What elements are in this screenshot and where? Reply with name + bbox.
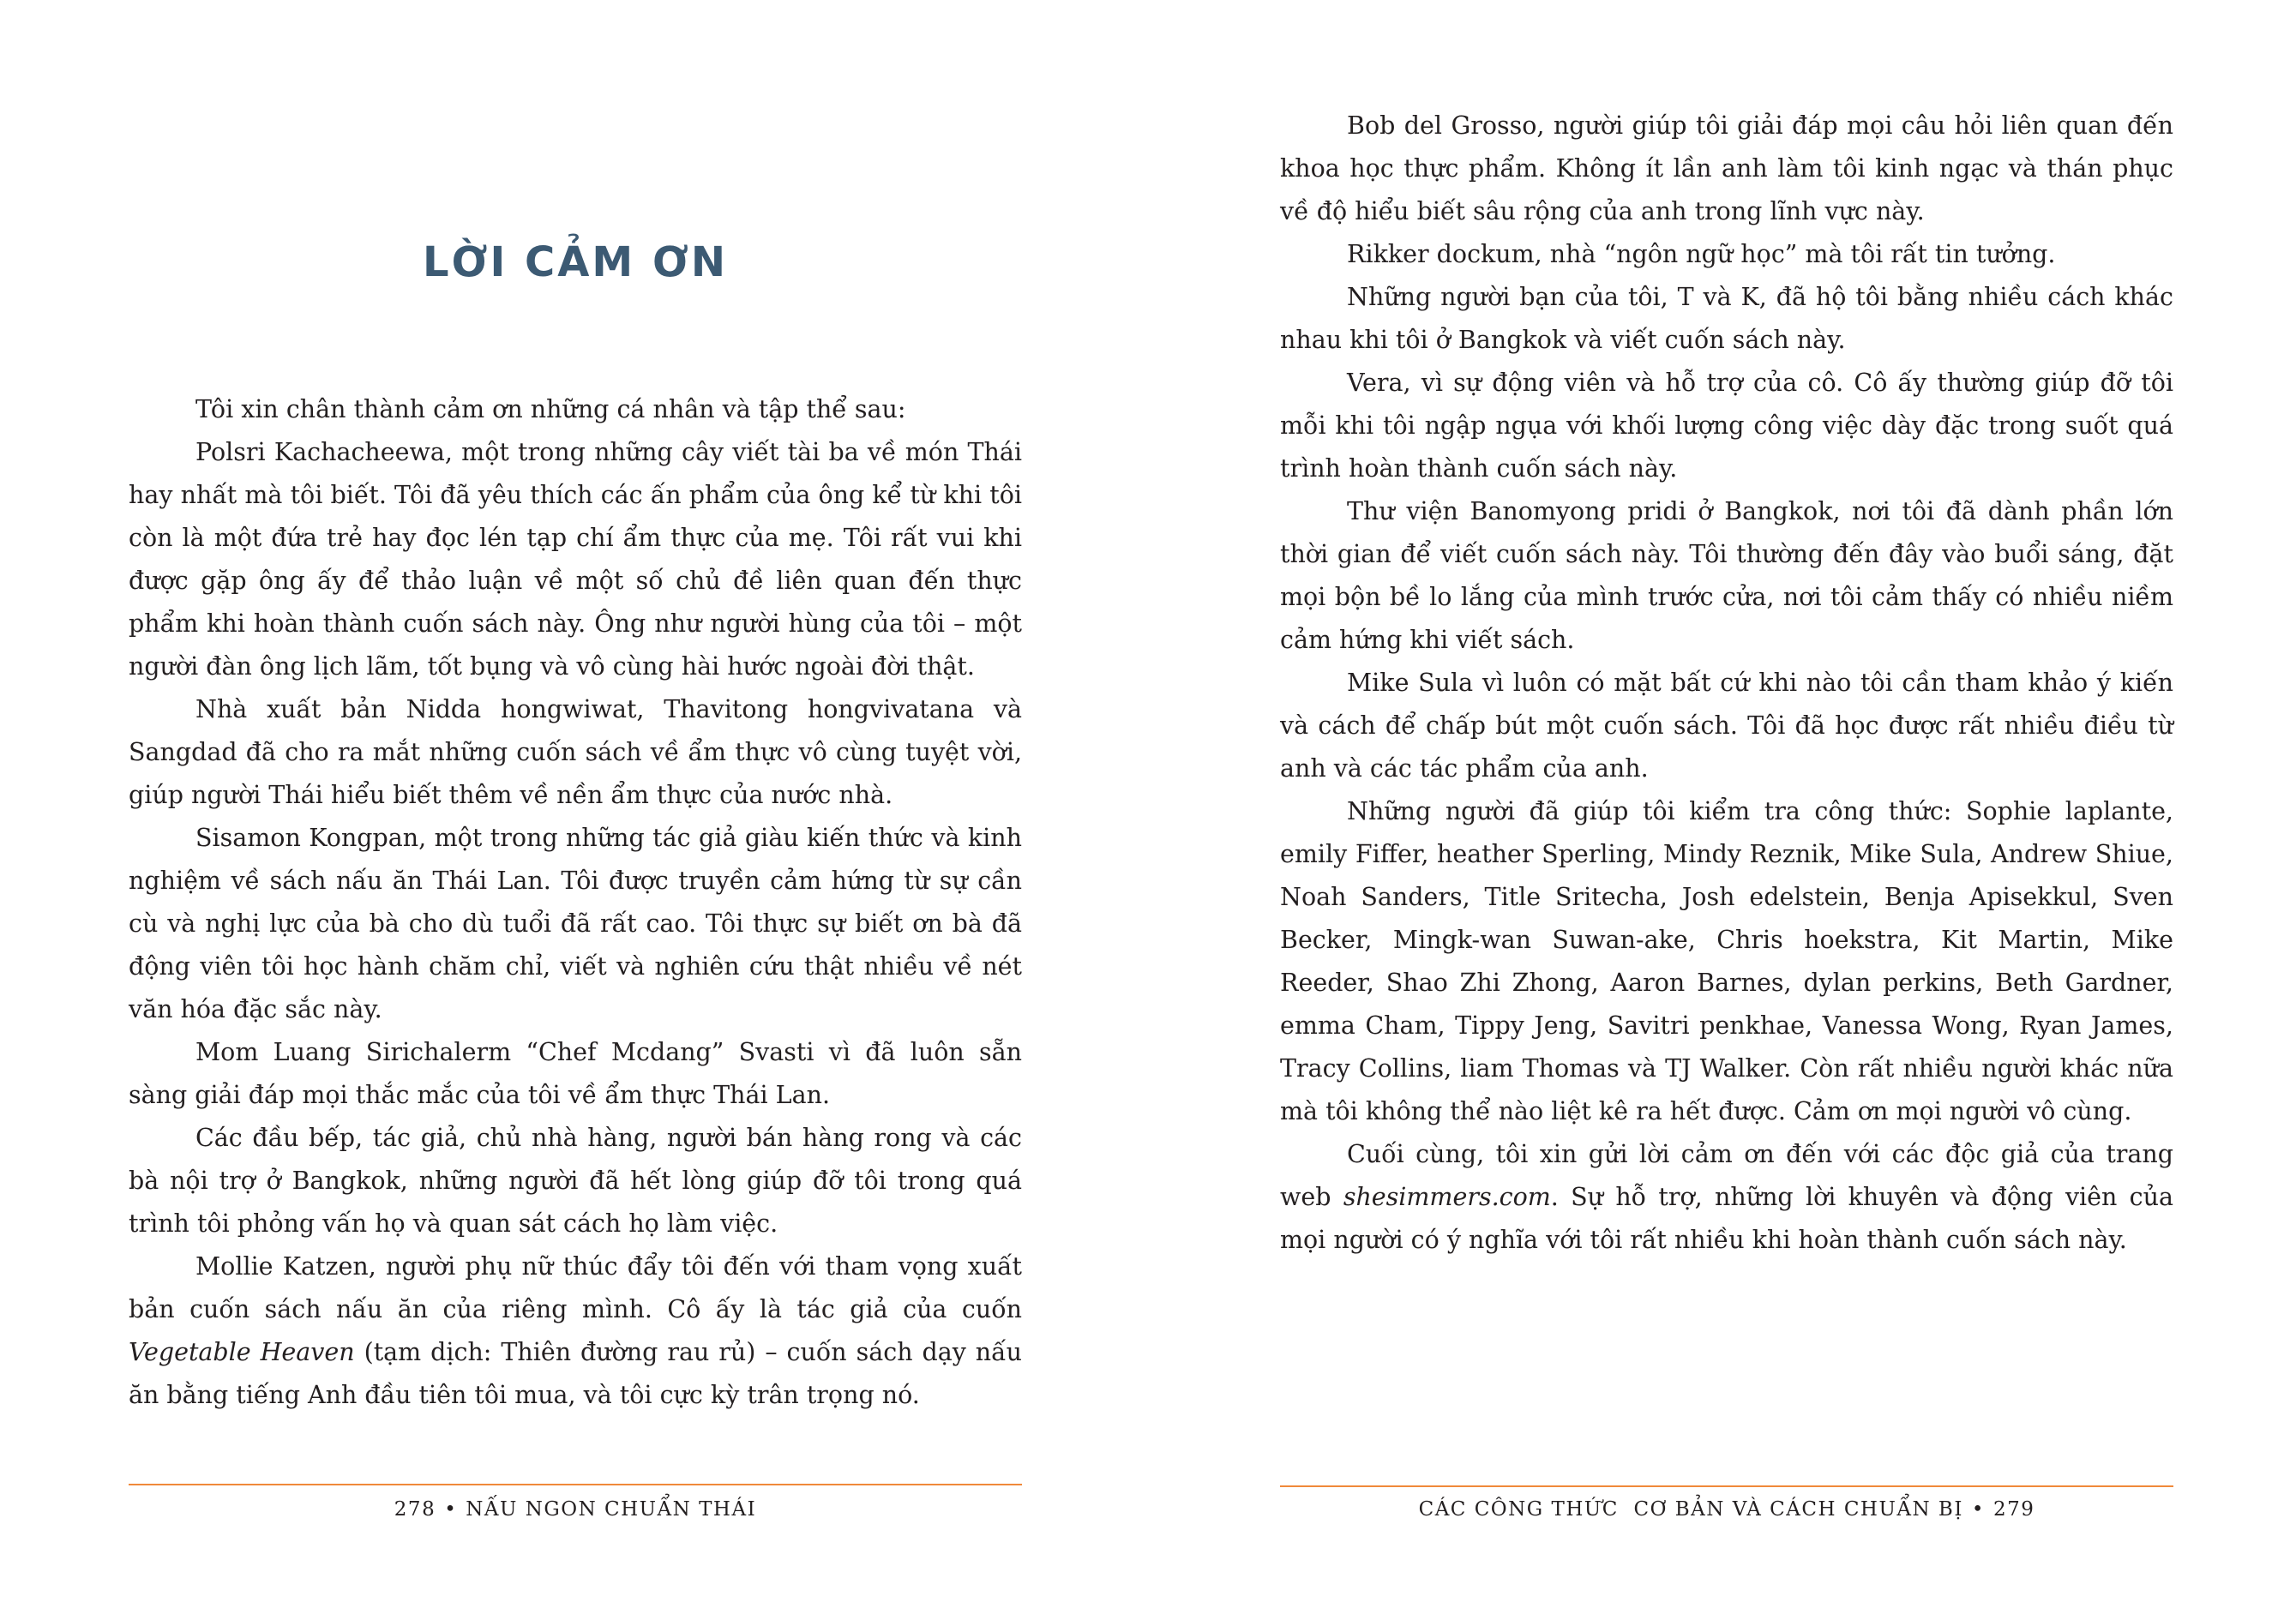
footer-rule [1280,1485,2173,1487]
bullet-separator: • [444,1498,458,1521]
running-title: CÁC CÔNG THỨC CƠ BẢN VÀ CÁCH CHUẨN BỊ [1418,1498,1963,1521]
website-italic: shesimmers.com [1343,1183,1551,1211]
left-body-text [129,388,1022,1417]
bullet-separator: • [1971,1498,1985,1521]
paragraph: Sisamon Kongpan, một trong những tác giả giàu kiến thức và kinh nghiệm về sách nấu ăn Thái Lan. Tôi được truyền cảm hứng từ sự cần cù và nghị lực của bà cho dù tuổi đã rất cao. Tôi thực sự biết ơn bà đã động viên tôi học hành chăm chỉ, viết và nghiên cứu thật nhiều về nét văn hóa đặc sắc này. [129,824,1022,1023]
footer-rule [129,1484,1022,1485]
right-body-text [1280,105,2173,1262]
paragraph: Tôi xin chân thành cảm ơn những cá nhân và tập thể sau: [195,395,906,423]
paragraph: Những người bạn của tôi, T và K, đã hộ tôi bằng nhiều cách khác nhau khi tôi ở Bangkok và viết cuốn sách này. [1280,283,2173,354]
left-page [129,0,1022,1620]
page-title: LỜI CẢM ƠN [422,238,729,286]
right-page [1280,0,2173,1620]
paragraph: Rikker dockum, nhà “ngôn ngữ học” mà tôi rất tin tưởng. [1347,240,2056,268]
paragraph: Thư viện Banomyong pridi ở Bangkok, nơi tôi đã dành phần lớn thời gian để viết cuốn sách này. Tôi thường đến đây vào buổi sáng, đặt mọi bộn bề lo lắng của mình trước cửa, nơi tôi cảm thấy có nhiều niềm cảm hứng khi viết sách. [1280,497,2173,654]
paragraph: Mom Luang Sirichalerm “Chef Mcdang” Svasti vì đã luôn sẵn sàng giải đáp mọi thắc mắc của tôi về ẩm thực Thái Lan. [129,1038,1022,1109]
left-footer [129,1498,1022,1521]
paragraph: Bob del Grosso, người giúp tôi giải đáp mọi câu hỏi liên quan đến khoa học thực phẩm. Không ít lần anh làm tôi kinh ngạc và thán phục về độ hiểu biết sâu rộng của anh trong lĩnh vực này. [1280,111,2173,225]
paragraph [129,1245,1022,1417]
paragraph: Các đầu bếp, tác giả, chủ nhà hàng, người bán hàng rong và các bà nội trợ ở Bangkok, những người đã hết lòng giúp đỡ tôi trong quá trình tôi phỏng vấn họ và quan sát cách họ làm việc. [129,1124,1022,1238]
paragraph-text: . Sự hỗ trợ, những lời khuyên và động viên của mọi người có ý nghĩa với tôi rất nhiều khi hoàn thành cuốn sách này. [1280,1183,2173,1254]
book-title-italic: Vegetable Heaven [129,1338,355,1366]
paragraph-text: Mollie Katzen, người phụ nữ thúc đẩy tôi đến với tham vọng xuất bản cuốn sách nấu ăn của riêng mình. Cô ấy là tác giả của cuốn [129,1252,1022,1323]
page-number: 278 [394,1498,436,1521]
page-number: 279 [1993,1498,2035,1521]
right-footer [1280,1498,2173,1521]
paragraph [1280,1133,2173,1262]
paragraph-text: Cuối cùng, tôi xin gửi lời cảm ơn đến với các độc giả của trang web [1280,1140,2173,1211]
paragraph: Mike Sula vì luôn có mặt bất cứ khi nào tôi cần tham khảo ý kiến và cách để chấp bút một cuốn sách. Tôi đã học được rất nhiều điều từ anh và các tác phẩm của anh. [1280,669,2173,783]
running-title: NẤU NGON CHUẨN THÁI [466,1498,757,1521]
paragraph: Vera, vì sự động viên và hỗ trợ của cô. Cô ấy thường giúp đỡ tôi mỗi khi tôi ngập ngụa với khối lượng công việc dày đặc trong suốt quá trình hoàn thành cuốn sách này. [1280,369,2173,483]
paragraph-text: (tạm dịch: Thiên đường rau rủ) – cuốn sách dạy nấu ăn bằng tiếng Anh đầu tiên tôi mua, và tôi cực kỳ trân trọng nó. [129,1338,1022,1409]
paragraph: Những người đã giúp tôi kiểm tra công thức: Sophie laplante, emily Fiffer, heather Sperling, Mindy Reznik, Mike Sula, Andrew Shiue, Noah Sanders, Title Sritecha, Josh edelstein, Benja Apisekkul, Sven Becker, Mingk-wan Suwan-ake, Chris hoekstra, Kit Martin, Mike Reeder, Shao Zhi Zhong, Aaron Barnes, dylan perkins, Beth Gardner, emma Cham, Tippy Jeng, Savitri penkhae, Vanessa Wong, Ryan James, Tracy Collins, liam Thomas và TJ Walker. Còn rất nhiều người khác nữa mà tôi không thể nào liệt kê ra hết được. Cảm ơn mọi người vô cùng. [1280,797,2173,1125]
paragraph: Nhà xuất bản Nidda hongwiwat, Thavitong hongvivatana và Sangdad đã cho ra mắt những cuốn sách về ẩm thực vô cùng tuyệt vời, giúp người Thái hiểu biết thêm về nền ẩm thực của nước nhà. [129,695,1022,809]
paragraph: Polsri Kachacheewa, một trong những cây viết tài ba về món Thái hay nhất mà tôi biết. Tôi đã yêu thích các ấn phẩm của ông kể từ khi tôi còn là một đứa trẻ hay đọc lén tạp chí ẩm thực của mẹ. Tôi rất vui khi được gặp ông ấy để thảo luận về một số chủ đề liên quan đến thực phẩm khi hoàn thành cuốn sách này. Ông như người hùng của tôi – một người đàn ông lịch lãm, tốt bụng và vô cùng hài hước ngoài đời thật. [129,438,1022,681]
